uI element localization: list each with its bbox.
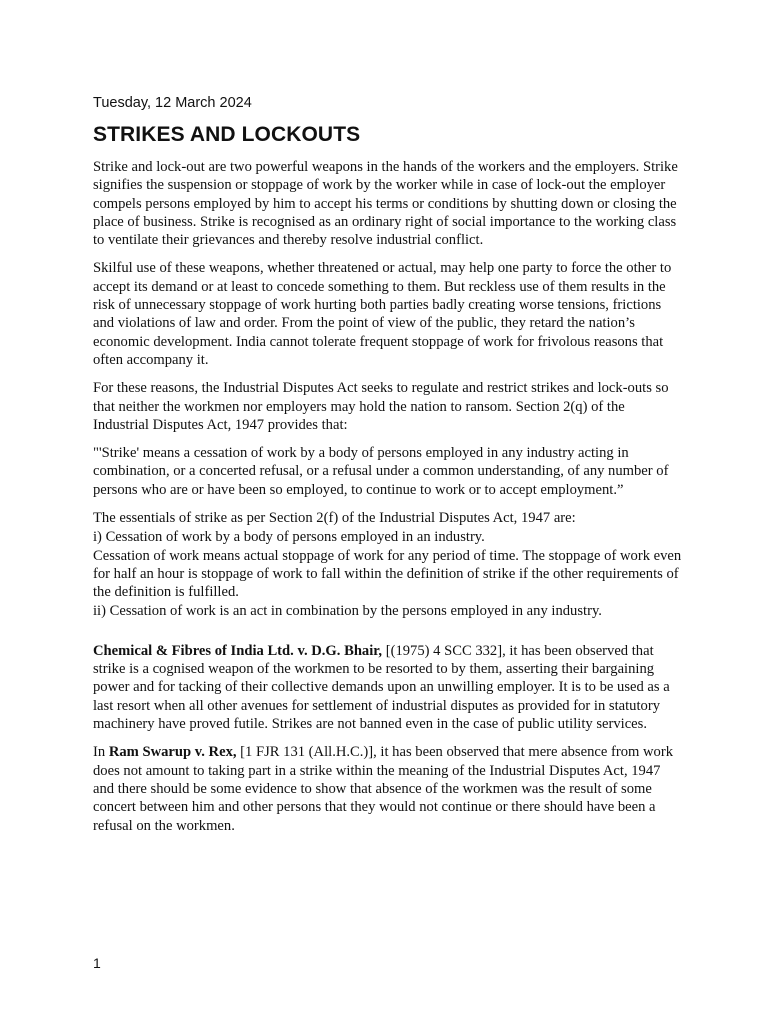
paragraph-intro: Strike and lock-out are two powerful weapons in the hands of the workers and the employers. Strike signifies the suspension or stoppage of work by the worker while in case of lock-out the employer compels persons employed by him to accept his terms or conditions by shutting down or closing the place of business. Strike is recognised as an ordinary right of social importance to the working class to ventilate their grievances and thereby resolve industrial conflict. [93,159,678,249]
essential-item-1: i) Cessation of work by a body of persons employed in an industry. [93,529,485,546]
document-page [93,95,683,845]
essential-item-2: ii) Cessation of work is an act in combination by the persons employed in any industry. [93,602,602,619]
case-text-chemical-fibres: [(1975) 4 SCC 332], it has been observed that strike is a cognised weapon of the workmen to be resorted to by them, asserting their bargaining power and for tacking of their collective demands upon an unwilling employer. It is to be used as a last resort when all other avenues for settlement of industrial disputes as provided for in statutory machinery have proved futile. Strikes are not banned even in the case of public utility services. [93,642,670,733]
page-number: 1 [93,955,101,971]
case-prefix-ram-swarup: In [93,744,109,761]
document-date: Tuesday, 12 March 2024 [93,95,252,111]
case-paragraph-chemical-fibres [93,642,683,733]
case-name-chemical-fibres: Chemical & Fibres of India Ltd. v. D.G. Bhair, [93,642,383,659]
paragraph-regulation: For these reasons, the Industrial Disputes Act seeks to regulate and restrict strikes and lock-outs so that neither the workmen nor employers may hold the nation to ransom. Section 2(q) of the Industrial Disputes Act, 1947 provides that: [93,380,669,433]
document-title: STRIKES AND LOCKOUTS [93,123,361,146]
essential-item-1-detail: Cessation of work means actual stoppage of work for any period of time. The stoppage of work even for half an hour is stoppage of work to fall within the definition of strike if the other requirements of the definition is fulfilled. [93,547,682,601]
case-name-ram-swarup: Ram Swarup v. Rex, [108,744,237,761]
essentials-intro: The essentials of strike as per Section 2(f) of the Industrial Disputes Act, 1947 are: [93,510,576,527]
paragraph-weapons-use: Skilful use of these weapons, whether threatened or actual, may help one party to force the other to accept its demand or at least to concede something to them. But reckless use of them results in the risk of unnecessary stoppage of work hurting both parties badly creating worse tensions, frictions and violations of law and order. From the point of view of the public, they retard the nation’s economic development. India cannot tolerate frequent stoppage of work for frivolous reasons that often accompany it. [93,260,672,368]
case-paragraph-ram-swarup [93,743,683,834]
case-text-ram-swarup: [1 FJR 131 (All.H.C.)], it has been observed that mere absence from work does not amount to taking part in a strike within the meaning of the Industrial Disputes Act, 1947 and there should be some evidence to show that absence of the workmen was the result of some concert between him and other persons that they would not continue or there should have been a refusal on the workmen. [93,744,674,834]
paragraph-strike-definition: "'Strike' means a cessation of work by a body of persons employed in any industry acting in combination, or a concerted refusal, or a refusal under a common understanding, of any number of persons who are or have been so employed, to continue to work or to accept employment.” [93,445,669,498]
